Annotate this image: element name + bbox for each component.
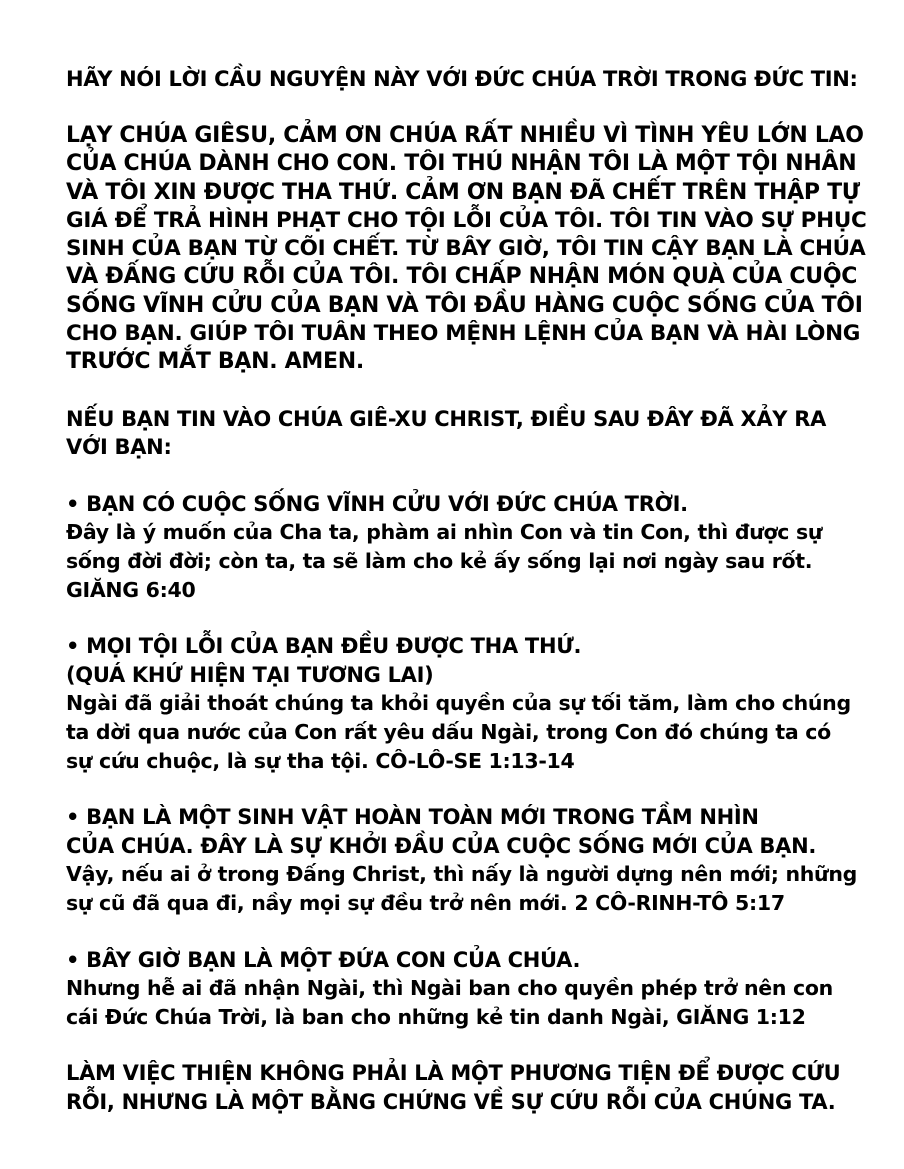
verse-line: Ngài đã giải thoát chúng ta khỏi quyền của sự tối tăm, làm cho chúng	[66, 691, 851, 716]
point-title: • BẠN LÀ MỘT SINH VẬT HOÀN TOÀN MỚI TRONG TẦM NHÌN	[66, 805, 759, 830]
prayer-heading	[66, 64, 866, 94]
point-child-of-god	[66, 946, 866, 1032]
intro-text	[66, 405, 866, 462]
verse-line: cái Đức Chúa Trời, là ban cho những kẻ tin danh Ngài, GIĂNG 1:12	[66, 1004, 806, 1029]
point-title: (QUÁ KHỨ HIỆN TẠI TƯƠNG LAI)	[66, 662, 434, 687]
verse-line: sự cứu chuộc, là sự tha tội. CÔ-LÔ-SE 1:13-14	[66, 748, 575, 773]
verse-line: GIĂNG 6:40	[66, 577, 196, 602]
prayer-line: SỐNG VĨNH CỬU CỦA BẠN VÀ TÔI ĐẦU HÀNG CUỘC SỐNG CỦA TÔI	[66, 292, 863, 318]
prayer-line: SINH CỦA BẠN TỪ CÕI CHẾT. TỪ BÂY GIỜ, TÔI TIN CẬY BẠN LÀ CHÚA	[66, 236, 866, 262]
point-forgiven	[66, 632, 866, 775]
heading-line: HÃY NÓI LỜI CẦU NGUYỆN NÀY VỚI ĐỨC CHÚA TRỜI TRONG ĐỨC TIN:	[66, 67, 858, 91]
point-title: • MỌI TỘI LỖI CỦA BẠN ĐỀU ĐƯỢC THA THỨ.	[66, 634, 582, 659]
prayer-line: CỦA CHÚA DÀNH CHO CON. TÔI THÚ NHẬN TÔI LÀ MỘT TỘI NHÂN	[66, 151, 857, 177]
document-page	[66, 64, 866, 1145]
verse-line: sống đời đời; còn ta, ta sẽ làm cho kẻ ấy sống lại nơi ngày sau rốt.	[66, 549, 813, 574]
verse-line: sự cũ đã qua đi, nầy mọi sự đều trở nên mới. 2 CÔ-RINH-TÔ 5:17	[66, 890, 785, 915]
point-new-creation	[66, 803, 866, 917]
prayer-line: VÀ ĐẤNG CỨU RỖI CỦA TÔI. TÔI CHẤP NHẬN MÓN QUÀ CỦA CUỘC	[66, 264, 858, 290]
prayer-line: LẠY CHÚA GIÊSU, CẢM ƠN CHÚA RẤT NHIỀU VÌ TÌNH YÊU LỚN LAO	[66, 123, 864, 148]
point-eternal-life	[66, 490, 866, 604]
intro-line: NẾU BẠN TIN VÀO CHÚA GIÊ-XU CHRIST, ĐIỀU SAU ĐÂY ĐÃ XẢY RA	[66, 406, 827, 431]
intro-line: VỚI BẠN:	[66, 435, 172, 460]
prayer-line: CHO BẠN. GIÚP TÔI TUÂN THEO MỆNH LỆNH CỦA BẠN VÀ HÀI LÒNG	[66, 321, 861, 347]
closing-text	[66, 1059, 866, 1116]
prayer-line: VÀ TÔI XIN ĐƯỢC THA THỨ. CẢM ƠN BẠN ĐÃ CHẾT TRÊN THẬP TỰ	[66, 179, 860, 205]
point-title: • BẠN CÓ CUỘC SỐNG VĨNH CỬU VỚI ĐỨC CHÚA TRỜI.	[66, 491, 688, 516]
verse-line: ta dời qua nước của Con rất yêu dấu Ngài, trong Con đó chúng ta có	[66, 720, 831, 745]
point-title: CỦA CHÚA. ĐÂY LÀ SỰ KHỞI ĐẦU CỦA CUỘC SỐNG MỚI CỦA BẠN.	[66, 833, 817, 858]
point-title: • BÂY GIỜ BẠN LÀ MỘT ĐỨA CON CỦA CHÚA.	[66, 947, 581, 972]
verse-line: Vậy, nếu ai ở trong Đấng Christ, thì nấy là người dựng nên mới; những	[66, 862, 858, 887]
closing-line: RỖI, NHƯNG LÀ MỘT BẰNG CHỨNG VỀ SỰ CỨU RỖI CỦA CHÚNG TA.	[66, 1089, 836, 1114]
verse-line: Nhưng hễ ai đã nhận Ngài, thì Ngài ban cho quyền phép trở nên con	[66, 976, 833, 1001]
prayer-line: TRƯỚC MẮT BẠN. AMEN.	[66, 349, 364, 375]
verse-line: Đây là ý muốn của Cha ta, phàm ai nhìn Con và tin Con, thì được sự	[66, 520, 823, 545]
prayer-text	[66, 122, 866, 377]
prayer-line: GIÁ ĐỂ TRẢ HÌNH PHẠT CHO TỘI LỖI CỦA TÔI. TÔI TIN VÀO SỰ PHỤC	[66, 207, 867, 233]
closing-line: LÀM VIỆC THIỆN KHÔNG PHẢI LÀ MỘT PHƯƠNG TIỆN ĐỂ ĐƯỢC CỨU	[66, 1061, 841, 1086]
